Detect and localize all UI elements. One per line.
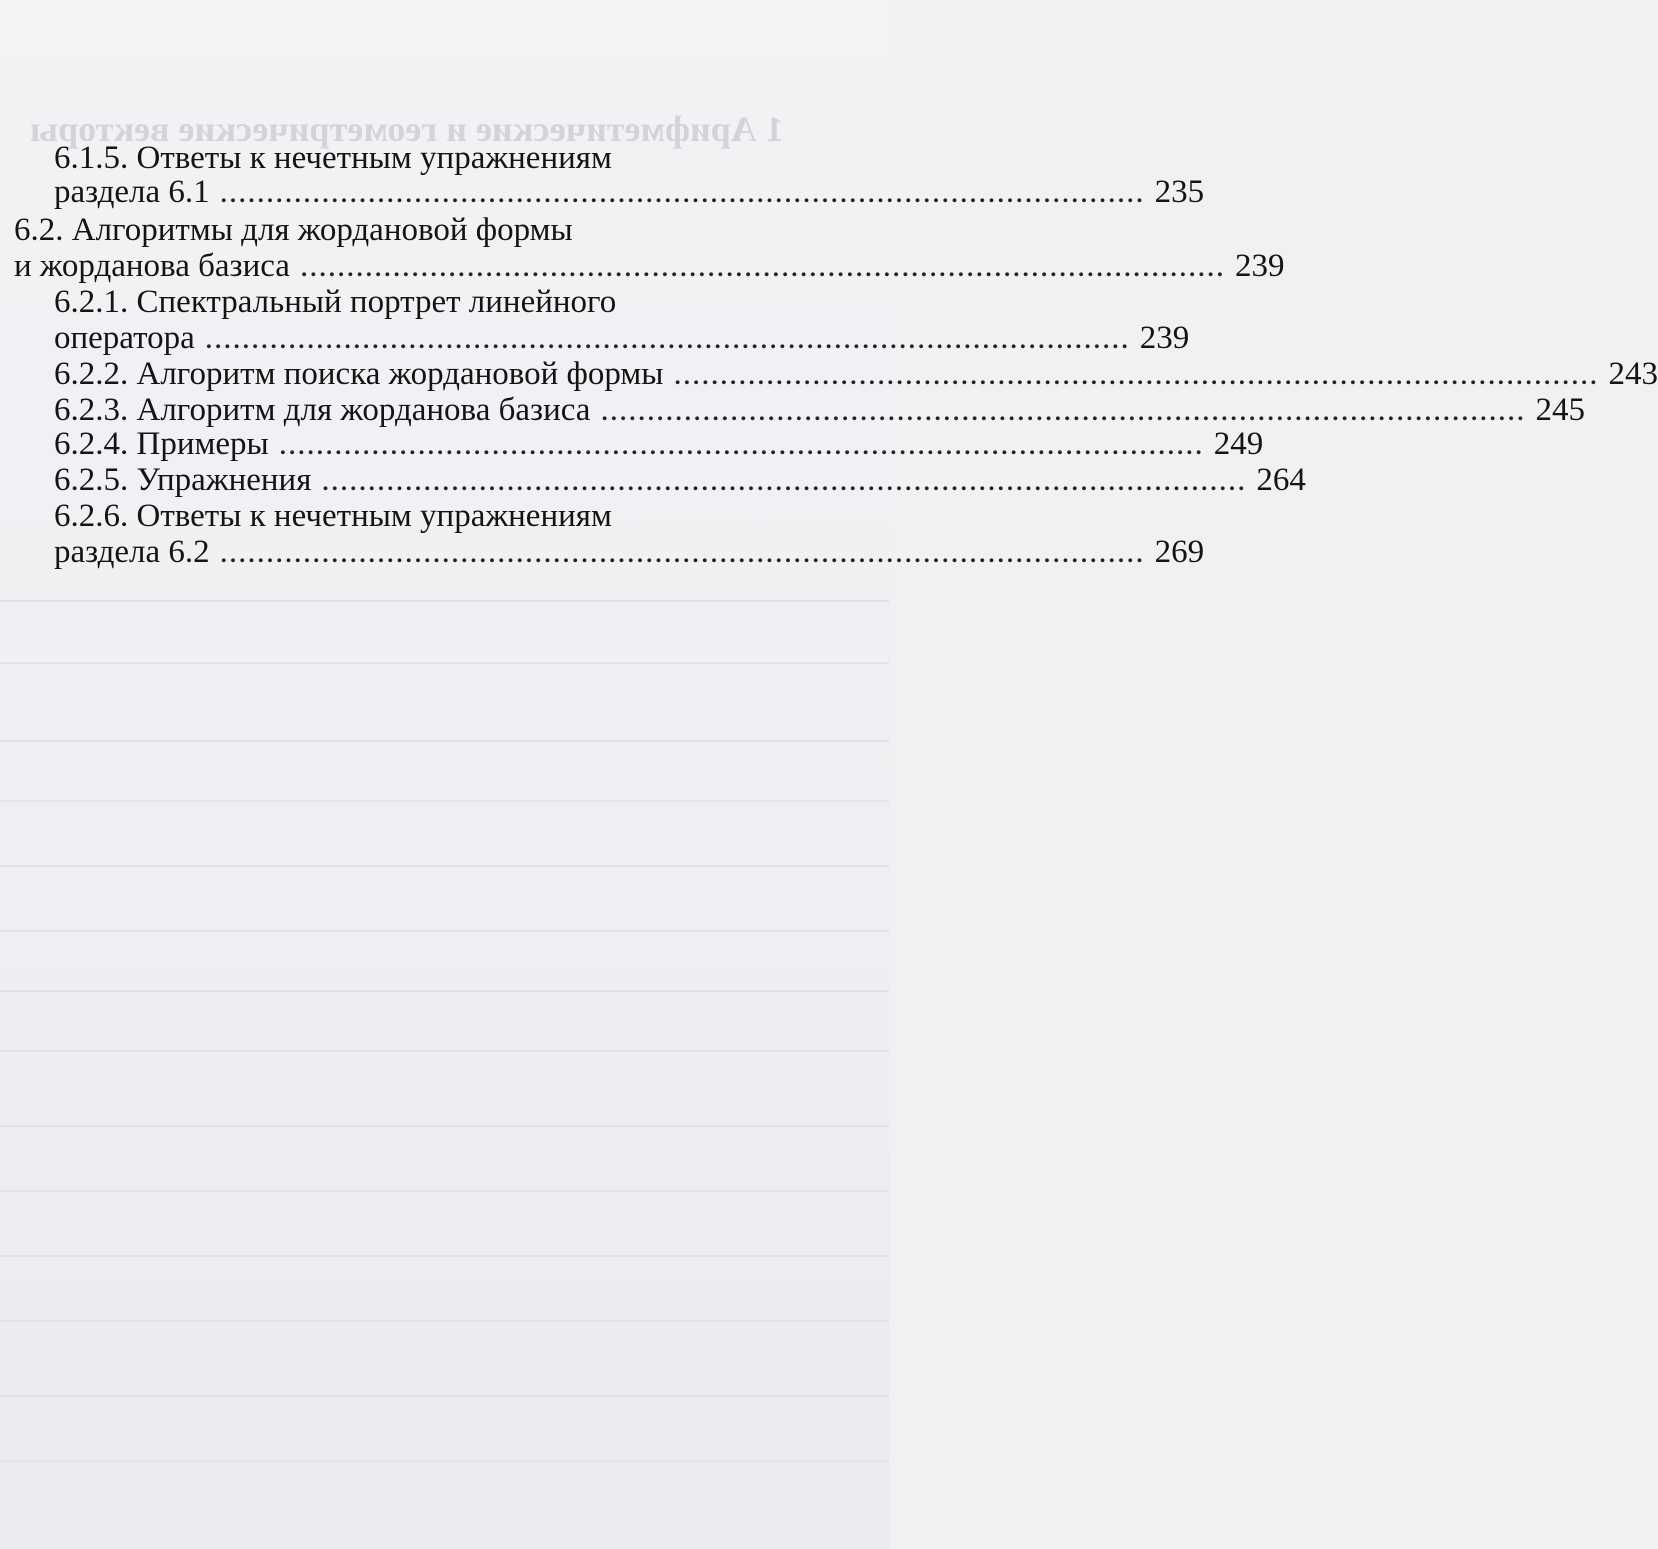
toc-entry-title-continuation: оператора xyxy=(54,320,195,356)
page-number: 269 xyxy=(1154,534,1205,570)
toc-entry-title: 6.2.4. Примеры xyxy=(54,426,269,462)
toc-entry-title: 6.2.3. Алгоритм для жорданова базиса xyxy=(54,392,591,428)
leader-dots: .................................................................................................... xyxy=(278,426,1204,462)
toc-entry-6-2-4[interactable] xyxy=(54,424,1264,464)
ghost-chapter-heading: 1 Арифметические и геометрические векторы xyxy=(30,109,784,149)
toc-entry-6-2-6-title: 6.2.6. Ответы к нечетным упражнениям xyxy=(54,498,612,534)
leader-dots: .................................................................................................... xyxy=(600,392,1526,428)
toc-entry-title-continuation: раздела 6.2 xyxy=(54,534,210,570)
toc-entry-6-1-5-title: 6.1.5. Ответы к нечетным упражнениям xyxy=(54,140,612,176)
leader-dots: .................................................................................................... xyxy=(673,356,1599,392)
page-number: 235 xyxy=(1154,174,1205,210)
leader-dots: .................................................................................................... xyxy=(219,534,1145,570)
leader-dots: .................................................................................................... xyxy=(219,174,1145,210)
toc-entry-6-2[interactable] xyxy=(14,246,1285,286)
toc-entry-title-continuation: раздела 6.1 xyxy=(54,174,210,210)
page-number: 245 xyxy=(1535,392,1585,428)
page-number: 249 xyxy=(1213,426,1264,462)
toc-entry-6-2-1-title: 6.2.1. Спектральный портрет линейного xyxy=(54,284,617,320)
toc-entry-title: 6.2.5. Упражнения xyxy=(54,462,312,498)
page-number: 264 xyxy=(1256,462,1306,498)
toc-entry-6-2-6[interactable] xyxy=(54,532,1205,572)
toc-entry-6-2-2[interactable] xyxy=(54,354,1658,394)
page-number: 239 xyxy=(1234,248,1285,284)
page-number: 243 xyxy=(1608,356,1658,392)
toc-entry-title: 6.2.2. Алгоритм поиска жордановой формы xyxy=(54,356,664,392)
page-number: 239 xyxy=(1139,320,1190,356)
toc-entry-title-continuation: и жорданова базиса xyxy=(14,248,290,284)
toc-entry-6-2-1[interactable] xyxy=(54,318,1190,358)
toc-entry-6-1-5[interactable] xyxy=(54,172,1205,212)
leader-dots: .................................................................................................... xyxy=(299,248,1225,284)
leader-dots: .................................................................................................... xyxy=(321,462,1247,498)
toc-entry-6-2-title: 6.2. Алгоритмы для жордановой формы xyxy=(14,212,573,248)
toc-entry-6-2-5[interactable] xyxy=(54,460,1306,500)
leader-dots: .................................................................................................... xyxy=(204,320,1130,356)
